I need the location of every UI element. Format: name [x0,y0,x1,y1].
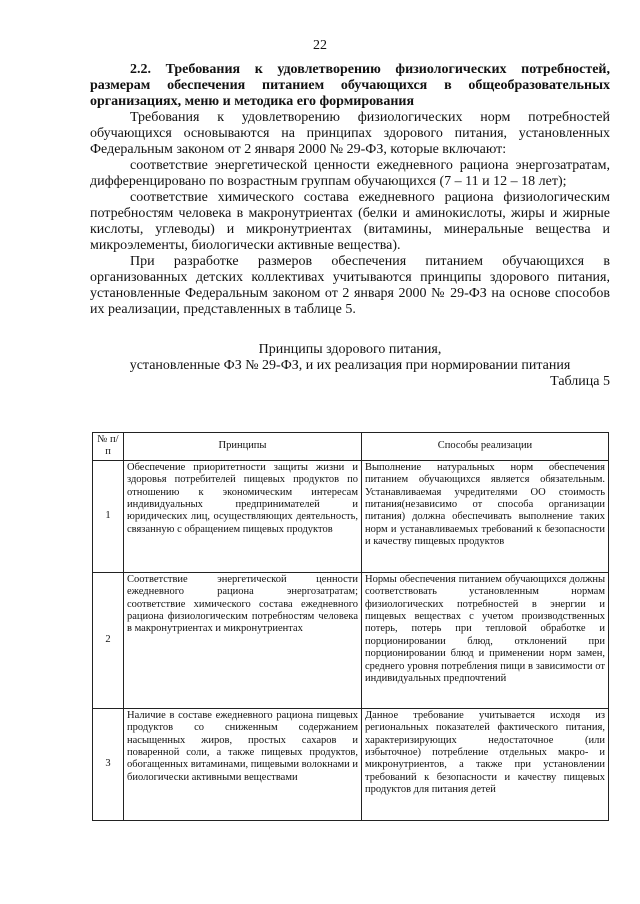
row-number: 2 [93,572,124,708]
page-number: 22 [313,38,327,53]
section-heading: 2.2. Требования к удовлетворению физиологических потребностей, размерам обеспечения питанием обучающихся в общеобразовательных организациях, меню и методика его формирования [90,62,610,109]
row-number: 3 [93,708,124,820]
header-principles: Принципы [124,433,362,461]
paragraph-intro: Требования к удовлетворению физиологических норм потребностей обучающихся основываются на принципах здорового питания, установленных Федеральным законом от 2 января 2000 № 29-ФЗ, которые включают: [90,110,610,157]
table-header-row [93,433,609,461]
paragraph-energy: соответствие энергетической ценности ежедневного рациона энергозатратам, дифференцировано по возрастным группам обучающихся (7 – 11 и 12 – 18 лет); [90,158,610,189]
table-row [93,708,609,820]
table-caption [90,342,610,374]
header-methods: Способы реализации [362,433,609,461]
paragraph-chemical: соответствие химического состава ежедневного рациона физиологическим потребностям человека в макронутриентах (белки и аминокислоты, жиры и жирные кислоты, углеводы) и микронутриентах (витамины, минеральные вещества и микроэлементы, биологически активные вещества). [90,190,610,253]
table-row [93,572,609,708]
table-label: Таблица 5 [550,374,610,389]
row-principle: Наличие в составе ежедневного рациона пищевых продуктов со сниженным содержанием насыщенных жиров, простых сахаров и поваренной соли, а также пищевых продуктов, обогащенных витаминами, пищевыми волокнами и биологически активными веществами [124,708,362,820]
row-number: 1 [93,460,124,572]
paragraph-development: При разработке размеров обеспечения питанием обучающихся в организованных детских коллективах учитываются принципы здорового питания, установленные Федеральным законом от 2 января 2000 № 29-ФЗ на основе способов их реализации, представленных в таблице 5. [90,254,610,317]
page-content [90,62,610,390]
row-principle: Обеспечение приоритетности защиты жизни и здоровья потребителей пищевых продуктов по отношению к экономическим интересам индивидуальных предпринимателей и юридических лиц, осуществляющих деятельность, связанную с обращением пищевых продуктов [124,460,362,572]
table-caption-line1: Принципы здорового питания, [258,342,442,357]
row-method: Выполнение натуральных норм обеспечения питанием обучающихся является обязательным. Устанавливаемая учредителями ОО стоимость питания(независимо от способа организации питания) должна обеспечивать выполнение таких норм и устанавливаемых требований к безопасности и качеству пищевых продуктов [362,460,609,572]
row-principle: Соответствие энергетической ценности ежедневного рациона энергозатратам; соответствие химического состава ежедневного рациона физиологическим потребностям человека в макронутриентах и микронутриентах [124,572,362,708]
header-number: № п/п [93,433,124,461]
row-method: Нормы обеспечения питанием обучающихся должны соответствовать установленным нормам физиологических потребностей в энергии и пищевых веществах с учетом производственных потерь, потерь при тепловой обработке и порционировании блюд, отклонений при порционировании блюд и применении норм замен, среднего уровня потребления пищи в зависимости от индивидуальных предпочтений [362,572,609,708]
principles-table [92,432,609,821]
row-method: Данное требование учитывается исходя из региональных показателей фактического питания, характеризирующих недостаточное (или избыточное) потребление отдельных макро- и микронутриентов, а также при установлении требований к безопасности и качеству пищевых продуктов для питания детей [362,708,609,820]
table-caption-line2: установленные ФЗ № 29-ФЗ, и их реализация при нормировании питания [129,358,571,373]
table-row [93,460,609,572]
